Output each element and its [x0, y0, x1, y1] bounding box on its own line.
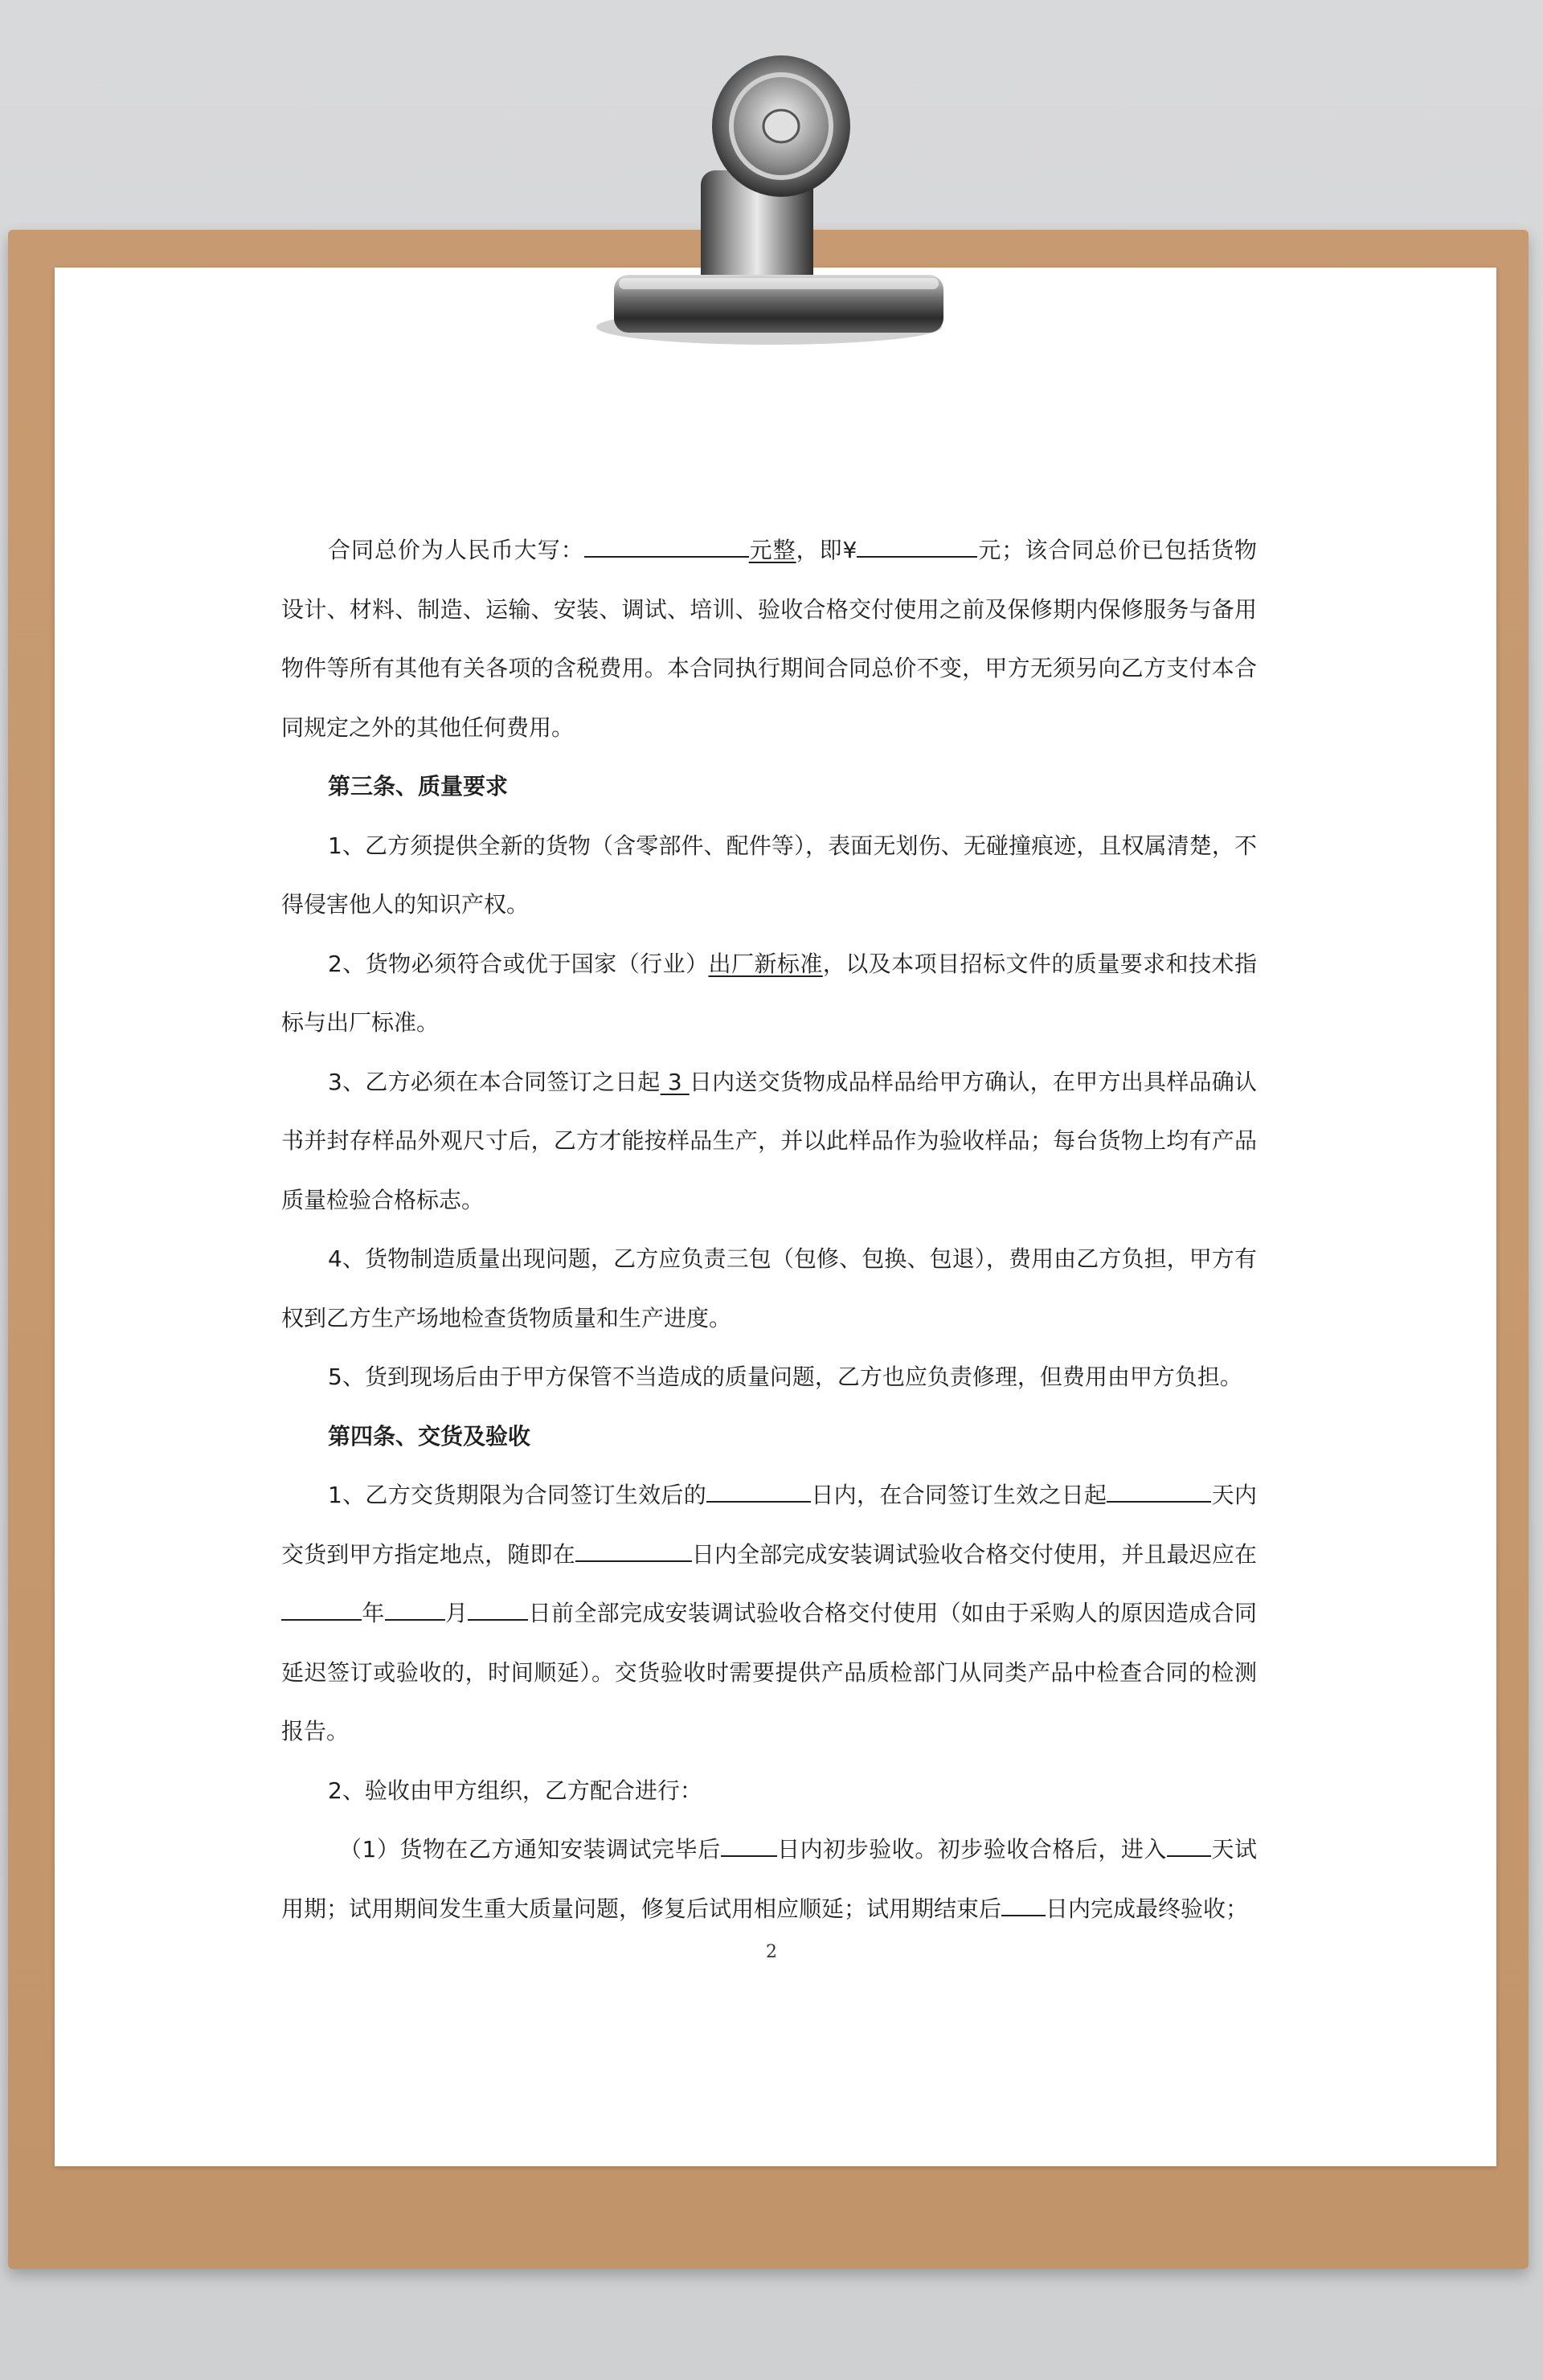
contract-price-paragraph — [281, 521, 1257, 757]
deadline-year-blank — [281, 1595, 362, 1621]
page-number: 2 — [766, 1942, 777, 1962]
deadline-month-blank — [385, 1595, 445, 1621]
sample-days-value: 3 — [660, 1068, 690, 1095]
section-4-item-2: 2、验收由甲方组织，乙方配合进行： — [328, 1777, 702, 1804]
s4-item2-1-text-b: 日内初步验收。初步验收合格后，进入 — [776, 1836, 1167, 1863]
section-3-item-1: 1、乙方须提供全新的货物（含零部件、配件等），表面无划伤、无碰撞痕迹，且权属清楚，不得侵害他人的知识产权。 — [281, 832, 1257, 918]
final-acceptance-days-blank — [1001, 1891, 1046, 1916]
year-label: 年 — [362, 1600, 385, 1626]
month-label: 月 — [444, 1600, 469, 1626]
s4-item1-text-a: 1、乙方交货期限为合同签订生效后的 — [328, 1482, 707, 1508]
s4-item1-text-d: 日内全部完成安装调试验收合格交付使用，并且最迟应在 — [691, 1540, 1257, 1568]
document-body — [281, 521, 1257, 1938]
s4-item1-text-g: 日前全部完成安装调试验收合格交付使用（如由于采购人的原因造成合同延迟签订或验收的，时间顺延）。交货验收时需要提供产品质检部门从同类产品中检查合同的检测报告。 — [281, 1600, 1257, 1744]
section-3-item-2-text-c: ，以及本项目招标文件的质量要求和技术指标与出厂标准。 — [281, 950, 1257, 1036]
s4-item2-1-text-a: （1）货物在乙方通知安装调试完毕后 — [339, 1836, 721, 1863]
section-3-title: 第三条、质量要求 — [328, 773, 509, 799]
trial-days-blank — [1167, 1831, 1211, 1857]
section-4-title: 第四条、交货及验收 — [328, 1422, 531, 1450]
delivery-start-blank — [1107, 1477, 1211, 1503]
s4-item1-text-b: 日内，在合同签订生效之日起 — [811, 1482, 1107, 1508]
delivery-days-blank — [706, 1477, 811, 1503]
price-number-blank — [857, 532, 977, 558]
section-3-item-3-text-a: 3、乙方必须在本合同签订之日起 — [328, 1068, 661, 1095]
s4-item2-1-text-c: 天试用期；试用期间发生重大质量问题，修复后试用相应顺延；试用期结束后 — [281, 1836, 1257, 1922]
binder-clip-icon — [580, 50, 950, 355]
s4-item2-1-text-d: 日内完成最终验收； — [1046, 1895, 1249, 1922]
standard-name: 出厂新标准 — [708, 950, 823, 977]
price-words-blank — [584, 532, 749, 558]
initial-acceptance-days-blank — [721, 1831, 777, 1857]
install-days-blank — [575, 1536, 692, 1562]
section-3-item-4: 4、货物制造质量出现问题，乙方应负责三包（包修、包换、包退），费用由乙方负担，甲方有权到乙方生产场地检查货物质量和生产进度。 — [281, 1245, 1257, 1331]
price-unit-label: 元整 — [748, 537, 796, 563]
section-3-item-3 — [281, 1053, 1257, 1230]
deadline-day-blank — [468, 1595, 528, 1621]
s4-item1-text-c: 天内交货到甲方指定地点，随即在 — [281, 1482, 1257, 1568]
price-label: 合同总价为人民币大写： — [328, 537, 584, 563]
section-4-item-1 — [281, 1466, 1257, 1761]
section-3-item-5: 5、货到现场后由于甲方保管不当造成的质量问题，乙方也应负责修理，但费用由甲方负担。 — [328, 1364, 1242, 1390]
price-symbol-label: ，即¥ — [796, 537, 857, 563]
section-3-item-3-text-c: 日内送交货物成品样品给甲方确认，在甲方出具样品确认书并封存样品外观尺寸后，乙方才能按样品生产，并以此样品作为验收样品；每台货物上均有产品质量检验合格标志。 — [281, 1068, 1257, 1213]
price-description: 元；该合同总价已包括货物设计、材料、制造、运输、安装、调试、培训、验收合格交付使用之前及保修期内保修服务与备用物件等所有其他有关各项的含税费用。本合同执行期间合同总价不变，甲方无须另向乙方支付本合同规定之外的其他任何费用。 — [281, 537, 1257, 741]
section-3-item-2 — [281, 934, 1257, 1053]
section-3-item-2-text-a: 2、货物必须符合或优于国家（行业） — [328, 950, 709, 977]
section-4-item-2-1 — [281, 1820, 1257, 1938]
